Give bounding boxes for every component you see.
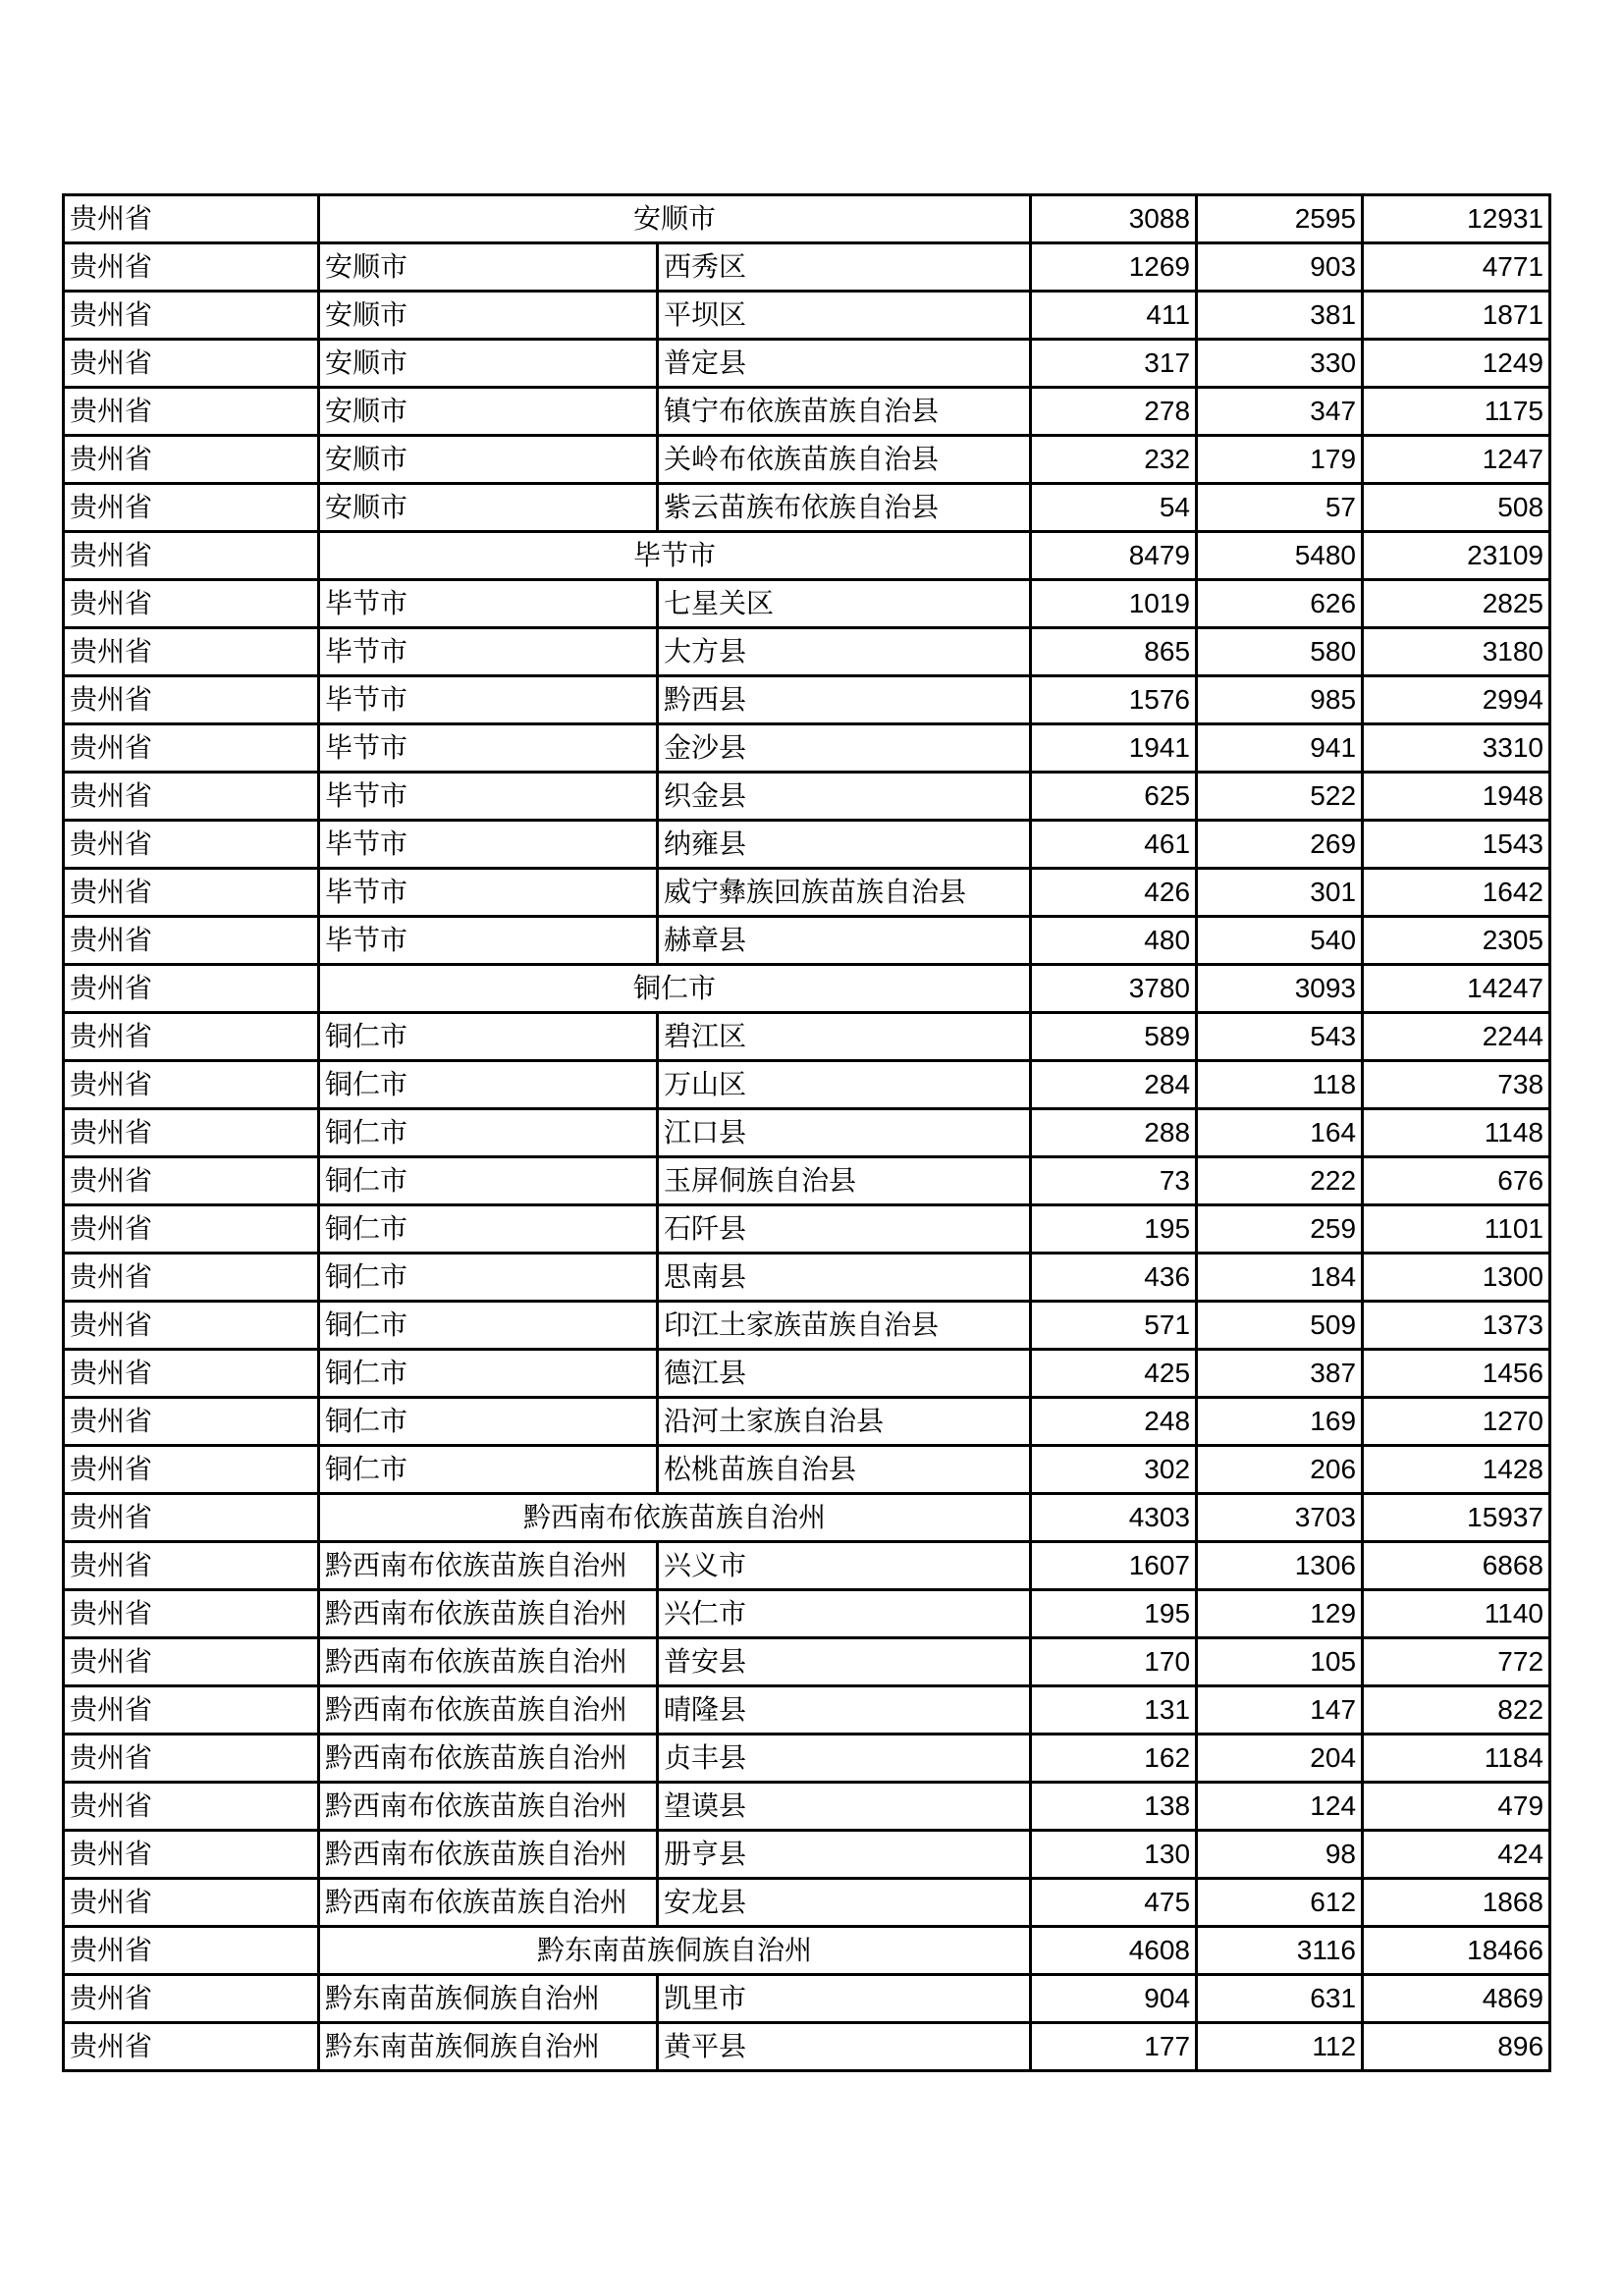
value-cell-2: 941: [1197, 724, 1363, 773]
value-cell-2: 179: [1197, 436, 1363, 484]
city-cell: 安顺市: [319, 436, 658, 484]
value-cell-1: 54: [1031, 484, 1197, 532]
county-cell: 七星关区: [658, 580, 1031, 628]
province-cell: 贵州省: [64, 1879, 319, 1927]
table-row-county: [64, 243, 1550, 292]
value-cell-2: 112: [1197, 2023, 1363, 2071]
province-cell: 贵州省: [64, 869, 319, 917]
value-cell-2: 184: [1197, 1254, 1363, 1302]
value-cell-1: 302: [1031, 1446, 1197, 1494]
table-row-county: [64, 1157, 1550, 1205]
county-cell: 晴隆县: [658, 1686, 1031, 1735]
province-cell: 贵州省: [64, 917, 319, 965]
value-cell-2: 626: [1197, 580, 1363, 628]
value-cell-2: 57: [1197, 484, 1363, 532]
city-cell: 黔东南苗族侗族自治州: [319, 2023, 658, 2071]
city-cell: 黔西南布依族苗族自治州: [319, 1638, 658, 1686]
city-cell: 铜仁市: [319, 1061, 658, 1109]
value-cell-3: 4771: [1363, 243, 1550, 292]
county-cell: 西秀区: [658, 243, 1031, 292]
value-cell-2: 903: [1197, 243, 1363, 292]
county-cell: 石阡县: [658, 1205, 1031, 1254]
city-cell: 铜仁市: [319, 1013, 658, 1061]
value-cell-2: 522: [1197, 773, 1363, 821]
city-cell: 铜仁市: [319, 1205, 658, 1254]
value-cell-3: 1249: [1363, 340, 1550, 388]
province-cell: 贵州省: [64, 1302, 319, 1350]
city-total-cell: 黔东南苗族侗族自治州: [319, 1927, 1031, 1975]
table-row-county: [64, 2023, 1550, 2071]
value-cell-2: 147: [1197, 1686, 1363, 1735]
value-cell-1: 475: [1031, 1879, 1197, 1927]
province-cell: 贵州省: [64, 1013, 319, 1061]
value-cell-3: 1140: [1363, 1590, 1550, 1638]
table-row-county: [64, 628, 1550, 676]
value-cell-1: 248: [1031, 1398, 1197, 1446]
county-cell: 沿河土家族自治县: [658, 1398, 1031, 1446]
value-cell-3: 1270: [1363, 1398, 1550, 1446]
county-cell: 关岭布依族苗族自治县: [658, 436, 1031, 484]
value-cell-1: 195: [1031, 1205, 1197, 1254]
value-cell-3: 1948: [1363, 773, 1550, 821]
table-row-county: [64, 1590, 1550, 1638]
table-row-county: [64, 1542, 1550, 1590]
value-cell-3: 1373: [1363, 1302, 1550, 1350]
province-cell: 贵州省: [64, 1398, 319, 1446]
value-cell-1: 1576: [1031, 676, 1197, 724]
city-cell: 黔西南布依族苗族自治州: [319, 1542, 658, 1590]
province-cell: 贵州省: [64, 1542, 319, 1590]
value-cell-3: 4869: [1363, 1975, 1550, 2023]
value-cell-2: 381: [1197, 292, 1363, 340]
city-cell: 毕节市: [319, 773, 658, 821]
province-cell: 贵州省: [64, 484, 319, 532]
value-cell-3: 738: [1363, 1061, 1550, 1109]
value-cell-3: 3310: [1363, 724, 1550, 773]
value-cell-1: 3780: [1031, 965, 1197, 1013]
value-cell-1: 162: [1031, 1735, 1197, 1783]
value-cell-1: 195: [1031, 1590, 1197, 1638]
table-row-county: [64, 869, 1550, 917]
value-cell-2: 206: [1197, 1446, 1363, 1494]
city-cell: 黔西南布依族苗族自治州: [319, 1686, 658, 1735]
value-cell-2: 330: [1197, 340, 1363, 388]
value-cell-3: 896: [1363, 2023, 1550, 2071]
city-cell: 安顺市: [319, 484, 658, 532]
city-cell: 安顺市: [319, 340, 658, 388]
county-cell: 万山区: [658, 1061, 1031, 1109]
value-cell-2: 269: [1197, 821, 1363, 869]
province-cell: 贵州省: [64, 580, 319, 628]
value-cell-3: 1642: [1363, 869, 1550, 917]
province-cell: 贵州省: [64, 195, 319, 243]
city-cell: 黔西南布依族苗族自治州: [319, 1879, 658, 1927]
value-cell-2: 98: [1197, 1831, 1363, 1879]
province-cell: 贵州省: [64, 1638, 319, 1686]
city-cell: 安顺市: [319, 243, 658, 292]
table-row-county: [64, 724, 1550, 773]
table-row-county: [64, 1638, 1550, 1686]
city-cell: 铜仁市: [319, 1398, 658, 1446]
value-cell-3: 1428: [1363, 1446, 1550, 1494]
county-cell: 德江县: [658, 1350, 1031, 1398]
value-cell-2: 204: [1197, 1735, 1363, 1783]
county-cell: 大方县: [658, 628, 1031, 676]
city-cell: 毕节市: [319, 724, 658, 773]
value-cell-3: 1456: [1363, 1350, 1550, 1398]
value-cell-1: 1019: [1031, 580, 1197, 628]
table-row-county: [64, 1205, 1550, 1254]
county-cell: 平坝区: [658, 292, 1031, 340]
value-cell-1: 177: [1031, 2023, 1197, 2071]
province-cell: 贵州省: [64, 1157, 319, 1205]
value-cell-3: 1175: [1363, 388, 1550, 436]
value-cell-1: 436: [1031, 1254, 1197, 1302]
province-cell: 贵州省: [64, 628, 319, 676]
table-row-county: [64, 340, 1550, 388]
value-cell-3: 508: [1363, 484, 1550, 532]
value-cell-1: 1269: [1031, 243, 1197, 292]
value-cell-2: 301: [1197, 869, 1363, 917]
value-cell-1: 138: [1031, 1783, 1197, 1831]
value-cell-1: 131: [1031, 1686, 1197, 1735]
value-cell-1: 425: [1031, 1350, 1197, 1398]
county-cell: 紫云苗族布依族自治县: [658, 484, 1031, 532]
county-cell: 兴义市: [658, 1542, 1031, 1590]
value-cell-3: 1101: [1363, 1205, 1550, 1254]
value-cell-2: 259: [1197, 1205, 1363, 1254]
value-cell-3: 1868: [1363, 1879, 1550, 1927]
city-cell: 毕节市: [319, 676, 658, 724]
county-cell: 玉屏侗族自治县: [658, 1157, 1031, 1205]
value-cell-3: 676: [1363, 1157, 1550, 1205]
value-cell-1: 904: [1031, 1975, 1197, 2023]
table-row-city: [64, 1494, 1550, 1542]
table-row-county: [64, 580, 1550, 628]
value-cell-1: 411: [1031, 292, 1197, 340]
county-cell: 黄平县: [658, 2023, 1031, 2071]
county-cell: 威宁彝族回族苗族自治县: [658, 869, 1031, 917]
value-cell-2: 222: [1197, 1157, 1363, 1205]
table-row-county: [64, 436, 1550, 484]
city-cell: 安顺市: [319, 292, 658, 340]
value-cell-1: 232: [1031, 436, 1197, 484]
value-cell-2: 543: [1197, 1013, 1363, 1061]
value-cell-1: 589: [1031, 1013, 1197, 1061]
value-cell-1: 284: [1031, 1061, 1197, 1109]
table-row-county: [64, 1446, 1550, 1494]
table-row-county: [64, 1109, 1550, 1157]
table-row-county: [64, 1686, 1550, 1735]
county-cell: 江口县: [658, 1109, 1031, 1157]
value-cell-1: 1941: [1031, 724, 1197, 773]
city-cell: 铜仁市: [319, 1302, 658, 1350]
province-cell: 贵州省: [64, 965, 319, 1013]
province-cell: 贵州省: [64, 436, 319, 484]
county-cell: 松桃苗族自治县: [658, 1446, 1031, 1494]
county-cell: 镇宁布依族苗族自治县: [658, 388, 1031, 436]
value-cell-2: 5480: [1197, 532, 1363, 580]
city-cell: 铜仁市: [319, 1109, 658, 1157]
value-cell-1: 625: [1031, 773, 1197, 821]
value-cell-3: 2825: [1363, 580, 1550, 628]
city-cell: 黔西南布依族苗族自治州: [319, 1735, 658, 1783]
value-cell-3: 15937: [1363, 1494, 1550, 1542]
value-cell-2: 105: [1197, 1638, 1363, 1686]
value-cell-2: 540: [1197, 917, 1363, 965]
value-cell-1: 288: [1031, 1109, 1197, 1157]
table-row-city: [64, 1927, 1550, 1975]
county-cell: 思南县: [658, 1254, 1031, 1302]
table-row-county: [64, 1879, 1550, 1927]
province-cell: 贵州省: [64, 1831, 319, 1879]
city-cell: 安顺市: [319, 388, 658, 436]
province-cell: 贵州省: [64, 1446, 319, 1494]
city-total-cell: 安顺市: [319, 195, 1031, 243]
value-cell-3: 1184: [1363, 1735, 1550, 1783]
province-cell: 贵州省: [64, 1254, 319, 1302]
province-cell: 贵州省: [64, 1109, 319, 1157]
value-cell-3: 822: [1363, 1686, 1550, 1735]
value-cell-3: 424: [1363, 1831, 1550, 1879]
value-cell-3: 18466: [1363, 1927, 1550, 1975]
value-cell-3: 479: [1363, 1783, 1550, 1831]
table-row-county: [64, 1350, 1550, 1398]
city-cell: 毕节市: [319, 917, 658, 965]
province-cell: 贵州省: [64, 1975, 319, 2023]
city-cell: 铜仁市: [319, 1446, 658, 1494]
table-row-city: [64, 532, 1550, 580]
value-cell-1: 3088: [1031, 195, 1197, 243]
city-cell: 黔东南苗族侗族自治州: [319, 1975, 658, 2023]
province-cell: 贵州省: [64, 243, 319, 292]
county-cell: 普定县: [658, 340, 1031, 388]
province-cell: 贵州省: [64, 1205, 319, 1254]
province-cell: 贵州省: [64, 1783, 319, 1831]
value-cell-3: 1871: [1363, 292, 1550, 340]
county-cell: 贞丰县: [658, 1735, 1031, 1783]
value-cell-2: 3093: [1197, 965, 1363, 1013]
value-cell-2: 985: [1197, 676, 1363, 724]
table-row-county: [64, 1398, 1550, 1446]
value-cell-2: 2595: [1197, 195, 1363, 243]
value-cell-3: 14247: [1363, 965, 1550, 1013]
value-cell-2: 631: [1197, 1975, 1363, 2023]
city-cell: 毕节市: [319, 821, 658, 869]
value-cell-3: 1148: [1363, 1109, 1550, 1157]
value-cell-2: 124: [1197, 1783, 1363, 1831]
value-cell-1: 130: [1031, 1831, 1197, 1879]
table-row-county: [64, 1783, 1550, 1831]
value-cell-1: 317: [1031, 340, 1197, 388]
table-row-county: [64, 821, 1550, 869]
city-total-cell: 黔西南布依族苗族自治州: [319, 1494, 1031, 1542]
city-cell: 铜仁市: [319, 1157, 658, 1205]
county-cell: 册亨县: [658, 1831, 1031, 1879]
value-cell-3: 3180: [1363, 628, 1550, 676]
value-cell-1: 4303: [1031, 1494, 1197, 1542]
value-cell-1: 8479: [1031, 532, 1197, 580]
table-row-county: [64, 1735, 1550, 1783]
table-row-county: [64, 1975, 1550, 2023]
province-cell: 贵州省: [64, 1735, 319, 1783]
county-cell: 织金县: [658, 773, 1031, 821]
value-cell-1: 571: [1031, 1302, 1197, 1350]
city-cell: 毕节市: [319, 628, 658, 676]
value-cell-1: 73: [1031, 1157, 1197, 1205]
value-cell-2: 509: [1197, 1302, 1363, 1350]
value-cell-1: 426: [1031, 869, 1197, 917]
table-row-county: [64, 917, 1550, 965]
value-cell-1: 480: [1031, 917, 1197, 965]
value-cell-3: 1247: [1363, 436, 1550, 484]
county-cell: 碧江区: [658, 1013, 1031, 1061]
value-cell-2: 169: [1197, 1398, 1363, 1446]
county-cell: 兴仁市: [658, 1590, 1031, 1638]
value-cell-2: 3116: [1197, 1927, 1363, 1975]
value-cell-3: 6868: [1363, 1542, 1550, 1590]
table-row-county: [64, 388, 1550, 436]
value-cell-3: 1300: [1363, 1254, 1550, 1302]
county-cell: 安龙县: [658, 1879, 1031, 1927]
value-cell-1: 4608: [1031, 1927, 1197, 1975]
city-cell: 毕节市: [319, 580, 658, 628]
value-cell-2: 347: [1197, 388, 1363, 436]
city-cell: 黔西南布依族苗族自治州: [319, 1590, 658, 1638]
province-cell: 贵州省: [64, 724, 319, 773]
value-cell-2: 164: [1197, 1109, 1363, 1157]
county-cell: 黔西县: [658, 676, 1031, 724]
province-cell: 贵州省: [64, 292, 319, 340]
value-cell-3: 2994: [1363, 676, 1550, 724]
table-row-city: [64, 195, 1550, 243]
table-row-county: [64, 292, 1550, 340]
city-total-cell: 铜仁市: [319, 965, 1031, 1013]
table-body: [64, 195, 1550, 2071]
province-cell: 贵州省: [64, 532, 319, 580]
value-cell-2: 129: [1197, 1590, 1363, 1638]
table-row-county: [64, 1254, 1550, 1302]
county-cell: 望谟县: [658, 1783, 1031, 1831]
province-cell: 贵州省: [64, 1350, 319, 1398]
value-cell-1: 865: [1031, 628, 1197, 676]
value-cell-2: 1306: [1197, 1542, 1363, 1590]
province-cell: 贵州省: [64, 676, 319, 724]
value-cell-1: 1607: [1031, 1542, 1197, 1590]
province-cell: 贵州省: [64, 340, 319, 388]
table-row-county: [64, 1302, 1550, 1350]
value-cell-3: 772: [1363, 1638, 1550, 1686]
value-cell-2: 387: [1197, 1350, 1363, 1398]
province-cell: 贵州省: [64, 1494, 319, 1542]
province-cell: 贵州省: [64, 821, 319, 869]
value-cell-3: 2305: [1363, 917, 1550, 965]
province-cell: 贵州省: [64, 1590, 319, 1638]
table-row-city: [64, 965, 1550, 1013]
table-row-county: [64, 773, 1550, 821]
county-cell: 纳雍县: [658, 821, 1031, 869]
province-cell: 贵州省: [64, 773, 319, 821]
county-cell: 印江土家族苗族自治县: [658, 1302, 1031, 1350]
city-cell: 毕节市: [319, 869, 658, 917]
data-table: [62, 193, 1551, 2072]
value-cell-1: 170: [1031, 1638, 1197, 1686]
county-cell: 凯里市: [658, 1975, 1031, 2023]
table-row-county: [64, 1013, 1550, 1061]
value-cell-2: 612: [1197, 1879, 1363, 1927]
value-cell-2: 118: [1197, 1061, 1363, 1109]
value-cell-2: 3703: [1197, 1494, 1363, 1542]
table-row-county: [64, 676, 1550, 724]
province-cell: 贵州省: [64, 1061, 319, 1109]
table-row-county: [64, 1831, 1550, 1879]
county-cell: 金沙县: [658, 724, 1031, 773]
province-cell: 贵州省: [64, 2023, 319, 2071]
value-cell-1: 461: [1031, 821, 1197, 869]
province-cell: 贵州省: [64, 1927, 319, 1975]
table-row-county: [64, 484, 1550, 532]
province-cell: 贵州省: [64, 388, 319, 436]
city-total-cell: 毕节市: [319, 532, 1031, 580]
value-cell-2: 580: [1197, 628, 1363, 676]
value-cell-1: 278: [1031, 388, 1197, 436]
province-cell: 贵州省: [64, 1686, 319, 1735]
table-row-county: [64, 1061, 1550, 1109]
city-cell: 铜仁市: [319, 1254, 658, 1302]
value-cell-3: 2244: [1363, 1013, 1550, 1061]
value-cell-3: 1543: [1363, 821, 1550, 869]
value-cell-3: 12931: [1363, 195, 1550, 243]
value-cell-3: 23109: [1363, 532, 1550, 580]
county-cell: 普安县: [658, 1638, 1031, 1686]
city-cell: 黔西南布依族苗族自治州: [319, 1831, 658, 1879]
city-cell: 黔西南布依族苗族自治州: [319, 1783, 658, 1831]
county-cell: 赫章县: [658, 917, 1031, 965]
city-cell: 铜仁市: [319, 1350, 658, 1398]
